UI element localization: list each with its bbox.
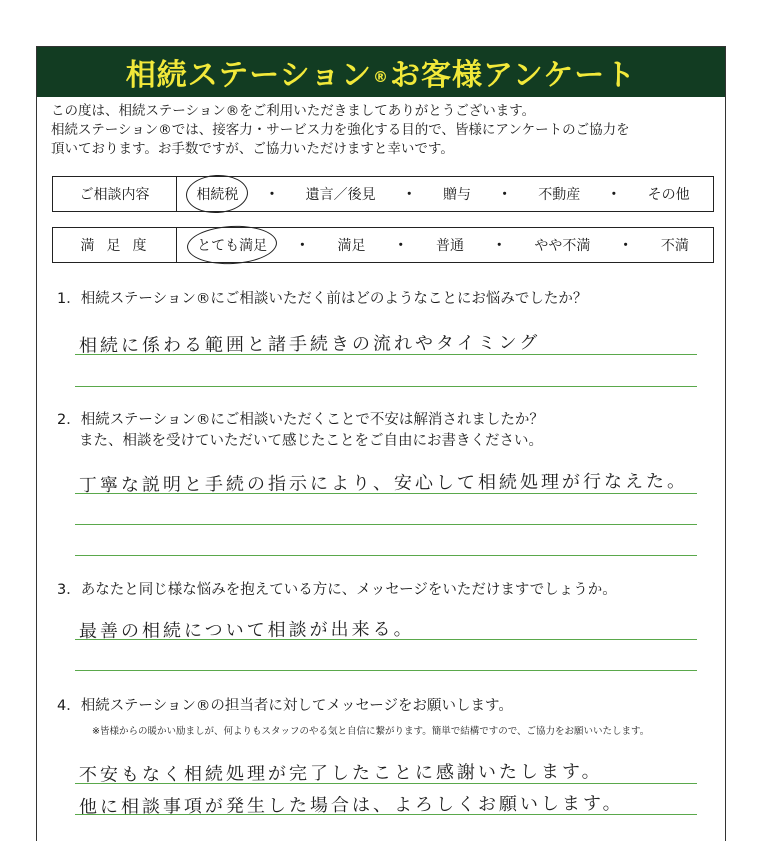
survey-sheet <box>36 46 726 841</box>
answer-line <box>75 814 697 815</box>
answer-line <box>75 386 697 387</box>
answer-line <box>75 493 697 494</box>
answer-line <box>75 783 697 784</box>
satisfaction-row: 満足度 とても満足 ・ 満足 ・ 普通 ・ やや不満 ・ 不満 <box>52 227 714 263</box>
answer-line <box>75 524 697 525</box>
question-1 <box>57 289 717 310</box>
question-subtext: また、相談を受けていただいて感じたことをご自由にお書きください。 <box>79 433 543 449</box>
question-4-note: ※皆様からの暖かい励ましが、何よりもスタッフのやる気と自信に繋がります。簡単で結構ですので、ご協力をお願いいたします。 <box>92 726 650 737</box>
question-text: 4．相続ステーション®の担当者に対してメッセージをお願いします。 <box>57 698 513 714</box>
question-text: 3．あなたと同じ様な悩みを抱えている方に、メッセージをいただけますでしょうか。 <box>57 582 617 598</box>
answer-line <box>75 555 697 556</box>
consult-option-gift[interactable]: 贈与 <box>442 187 471 203</box>
answer-line <box>75 354 697 355</box>
answer-line <box>75 670 697 671</box>
answer-4-text-line2[interactable]: 他に相談事項が発生した場合は、よろしくお願いします。 <box>78 793 624 818</box>
answer-2-text[interactable]: 丁寧な説明と手続の指示により、安心して相続処理が行なえた。 <box>78 470 689 497</box>
intro-line: この度は、相続ステーション®をご利用いただきましてありがとうございます。 <box>51 103 536 119</box>
intro-line: 相続ステーション®では、接客力・サービス力を強化する目的で、皆様にアンケートのご協力を <box>51 122 630 138</box>
satisfaction-option-satisfied[interactable]: 満足 <box>337 238 366 254</box>
question-3 <box>57 580 717 601</box>
title-bar <box>37 47 725 97</box>
answer-1-text[interactable]: 相続に係わる範囲と諸手続きの流れやタイミング <box>78 332 541 357</box>
answer-line <box>75 639 697 640</box>
question-text: 1．相続ステーション®にご相談いただく前はどのようなことにお悩みでしたか？ <box>57 291 588 307</box>
satisfaction-option-dissatisfied[interactable]: 不満 <box>660 238 689 254</box>
satisfaction-option-neutral[interactable]: 普通 <box>435 238 464 254</box>
satisfaction-option-very-satisfied[interactable]: とても満足 <box>197 235 267 255</box>
question-2 <box>57 410 717 452</box>
consult-type-row: ご相談内容 相続税 ・ 遺言／後見 ・ 贈与 ・ 不動産 ・ その他 <box>52 176 714 212</box>
satisfaction-option-somewhat-dissatisfied[interactable]: やや不満 <box>534 238 591 254</box>
satisfaction-label: 満足度 <box>53 228 177 262</box>
consult-option-will[interactable]: 遺言／後見 <box>305 187 376 203</box>
answer-3-text[interactable]: 最善の相続について相談が出来る。 <box>78 618 415 643</box>
consult-option-other[interactable]: その他 <box>647 187 690 203</box>
question-text: 2．相続ステーション®にご相談いただくことで不安は解消されましたか？ <box>57 412 544 428</box>
question-4 <box>57 696 717 717</box>
survey-title: 相続ステーション®お客様アンケート <box>125 58 637 93</box>
consult-type-label: ご相談内容 <box>53 177 177 211</box>
consult-option-real-estate[interactable]: 不動産 <box>538 187 581 203</box>
intro-text <box>51 102 721 159</box>
intro-line: 頂いております。お手数ですが、ご協力いただけますと幸いです。 <box>51 141 454 157</box>
answer-4-text-line1[interactable]: 不安もなく相続処理が完了したことに感謝いたします。 <box>78 761 603 786</box>
consult-option-inheritance-tax[interactable]: 相続税 <box>196 184 238 204</box>
